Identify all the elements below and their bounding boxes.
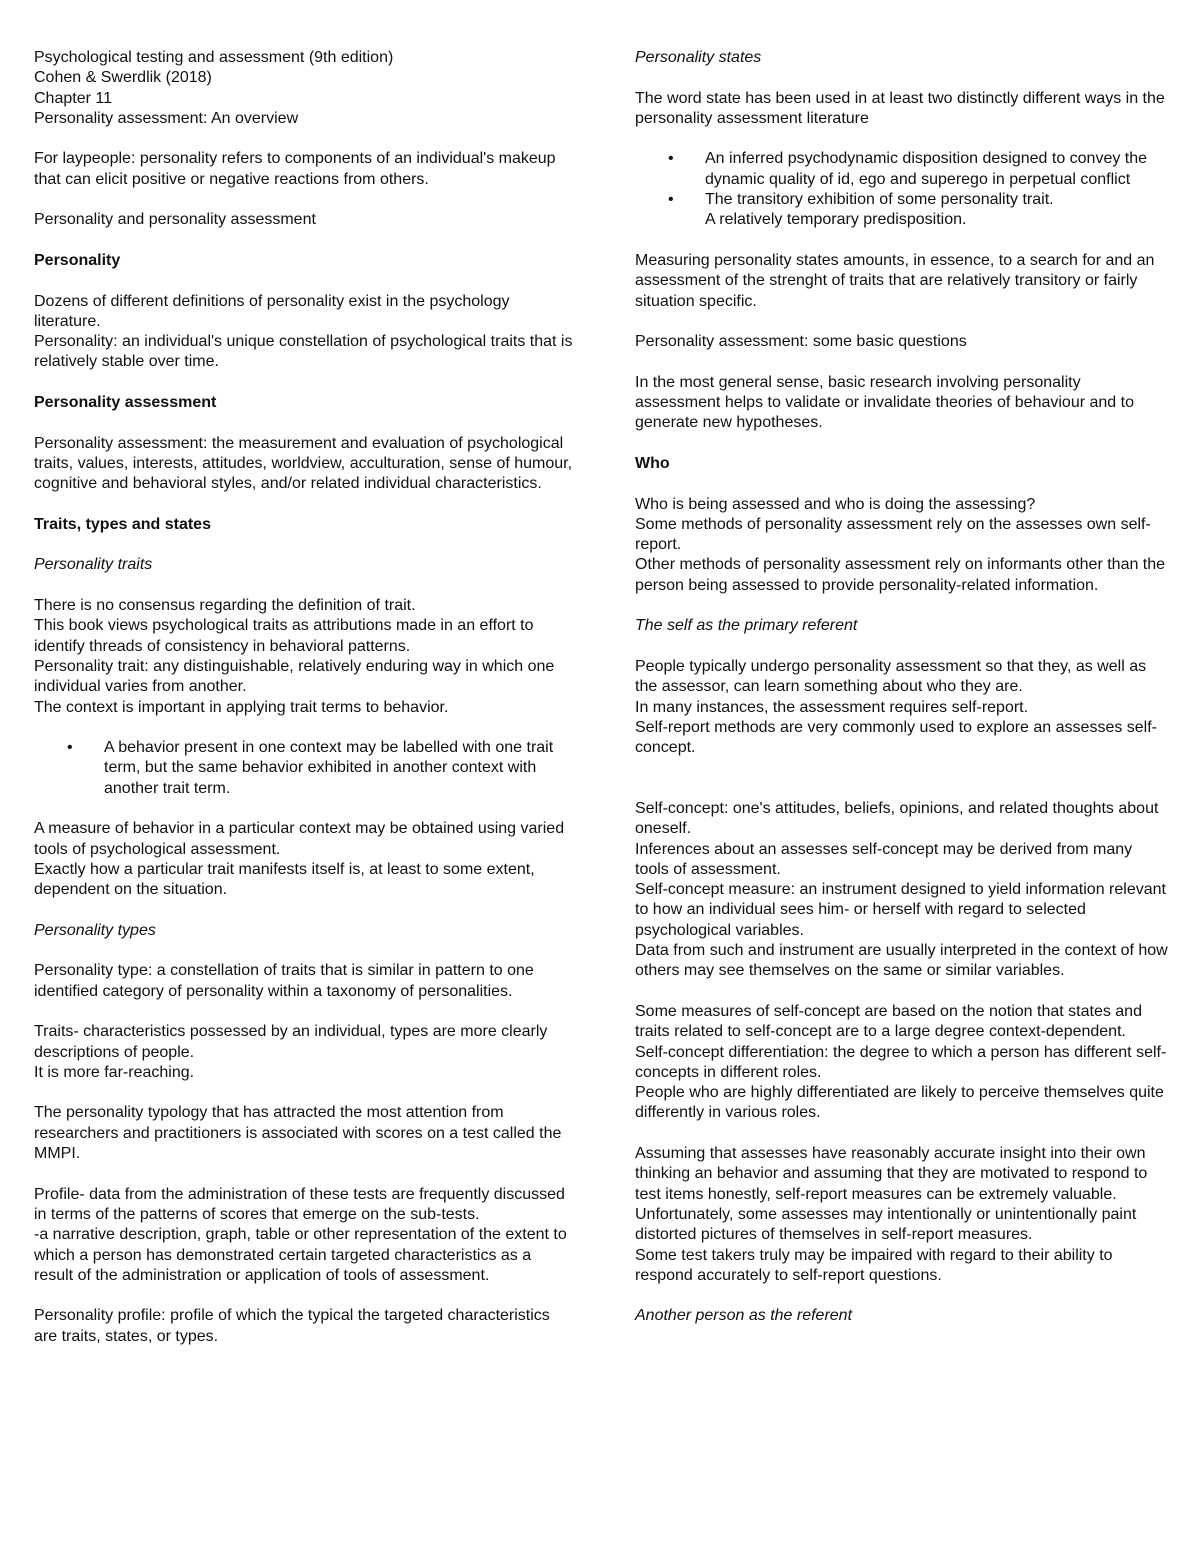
bullet-list: [635, 149, 1170, 230]
paragraph: Dozens of different definitions of personality exist in the psychology literature.: [34, 292, 510, 330]
paragraph: There is no consensus regarding the definition of trait.: [34, 597, 416, 615]
paragraph: Personality assessment: the measurement and evaluation of psychological traits, values, interests, attitudes, worldview, acculturation, sense of humour, cognitive and behavioral styles, and/or related individual characteristics.: [34, 434, 573, 493]
paragraph: Personality: an individual's unique constellation of psychological traits that is relatively stable over time.: [34, 333, 573, 371]
paragraph: In the most general sense, basic research involving personality assessment helps to validate or invalidate theories of behaviour and to generate new hypotheses.: [635, 373, 1134, 432]
paragraph: Assuming that assesses have reasonably accurate insight into their own thinking an behavior and assuming that they are motivated to respond to test items honestly, self-report measures can be extremely valuable.: [635, 1145, 1148, 1203]
paragraph: Traits- characteristics possessed by an individual, types are more clearly descriptions of people.: [34, 1023, 548, 1061]
bullet-icon: •: [67, 739, 73, 757]
paragraph: Data from such and instrument are usually interpreted in the context of how others may see themselves on the same or similar variables.: [635, 942, 1168, 980]
subheading-personality-states: Personality states: [635, 49, 762, 66]
paragraph: Other methods of personality assessment rely on informants other than the person being assessed to provide personality-related information.: [635, 556, 1166, 594]
layperson-definition: For laypeople: personality refers to components of an individual's makeup that can elicit positive or negative reactions from others.: [34, 150, 556, 188]
subheading-personality-traits: Personality traits: [34, 556, 153, 574]
paragraph: The personality typology that has attracted the most attention from researchers and practitioners is associated with scores on a test called the MMPI.: [34, 1104, 562, 1163]
paragraph: Measuring personality states amounts, in essence, to a search for and an assessment of the strenght of traits that are relatively transitory or fairly situation specific.: [635, 251, 1155, 310]
paragraph: Who is being assessed and who is doing the assessing?: [635, 495, 1036, 513]
paragraph: Personality profile: profile of which the typical the targeted characteristics are traits, states, or types.: [34, 1307, 550, 1345]
paragraph: Some methods of personality assessment rely on the assesses own self-report.: [635, 515, 1151, 554]
paragraph: People who are highly differentiated are likely to perceive themselves quite differently in various roles.: [635, 1084, 1164, 1122]
heading-personality: Personality: [34, 251, 121, 269]
paragraph: A measure of behavior in a particular context may be obtained using varied tools of psychological assessment.: [34, 820, 565, 858]
paragraph: Self-concept differentiation: the degree to which a person has different self-concepts in different roles.: [635, 1043, 1167, 1081]
paragraph: Self-concept measure: an instrument designed to yield information relevant to how an individual sees him- or herself with regard to selected psychological variables.: [635, 881, 1166, 939]
paragraph: Personality type: a constellation of traits that is similar in pattern to one identified category of personality within a taxonomy of personalities.: [34, 962, 534, 1000]
paragraph: Exactly how a particular trait manifests itself is, at least to some extent, dependent on the situation.: [34, 860, 535, 899]
right-column: [635, 48, 1170, 1327]
paragraph: Personality trait: any distinguishable, relatively enduring way in which one individual varies from another.: [34, 657, 555, 696]
paragraph: People typically undergo personality assessment so that they, as well as the assessor, can learn something about who they are.: [635, 657, 1147, 696]
bullet-icon: •: [668, 150, 674, 168]
bullet-list: [34, 738, 574, 799]
paragraph: Unfortunately, some assesses may intentionally or unintentionally paint distorted pictures of themselves in self-report measures.: [635, 1205, 1137, 1244]
paragraph: Profile- data from the administration of these tests are frequently discussed in terms of the patterns of scores that emerge on the sub-tests.: [34, 1185, 565, 1223]
list-item: • An inferred psychodynamic disposition designed to convey the dynamic quality of id, ego and superego in perpetual conflict: [668, 150, 1148, 188]
paragraph: -a narrative description, graph, table or other representation of the extent to which a person has demonstrated certain targeted characteristics as a result of the administration or application of tools of assessment.: [34, 1226, 567, 1284]
paragraph: The context is important in applying trait terms to behavior.: [34, 698, 449, 716]
subheading-self-referent: The self as the primary referent: [635, 617, 858, 635]
paragraph: The word state has been used in at least two distinctly different ways in the personality assessment literature: [635, 89, 1165, 127]
heading-traits-types-states: Traits, types and states: [34, 515, 211, 533]
bullet-icon: •: [668, 191, 674, 209]
doc-chapter: Chapter 11: [34, 89, 112, 107]
section-basic-questions: Personality assessment: some basic questions: [635, 333, 967, 351]
list-item: • The transitory exhibition of some personality trait. A relatively temporary predisposition.: [668, 191, 1054, 229]
paragraph: In many instances, the assessment requires self-report.: [635, 698, 1029, 716]
paragraph: It is more far-reaching.: [34, 1063, 195, 1081]
paragraph: Some measures of self-concept are based on the notion that states and traits related to self-concept are to a large degree context-dependent.: [635, 1002, 1142, 1041]
list-item: • A behavior present in one context may be labelled with one trait term, but the same behavior exhibited in another context with another trait term.: [67, 739, 554, 797]
paragraph: Inferences about an assesses self-concept may be derived from many tools of assessment.: [635, 840, 1133, 878]
subheading-personality-types: Personality types: [34, 921, 156, 939]
doc-title: Psychological testing and assessment (9th edition): [34, 49, 394, 66]
doc-authors: Cohen & Swerdlik (2018): [34, 69, 212, 87]
section-intro: Personality and personality assessment: [34, 211, 316, 229]
doc-chapter-title: Personality assessment: An overview: [34, 109, 299, 127]
left-column: [34, 48, 574, 1347]
heading-personality-assessment: Personality assessment: [34, 394, 217, 412]
paragraph: Some test takers truly may be impaired with regard to their ability to respond accurately to self-report questions.: [635, 1246, 1113, 1284]
paragraph: This book views psychological traits as attributions made in an effort to identify threads of consistency in behavioral patterns.: [34, 617, 534, 655]
paragraph: Self-report methods are very commonly used to explore an assesses self-concept.: [635, 718, 1158, 757]
heading-who: Who: [635, 454, 670, 472]
paragraph: Self-concept: one's attitudes, beliefs, opinions, and related thoughts about oneself.: [635, 799, 1159, 838]
subheading-another-referent: Another person as the referent: [635, 1307, 853, 1325]
